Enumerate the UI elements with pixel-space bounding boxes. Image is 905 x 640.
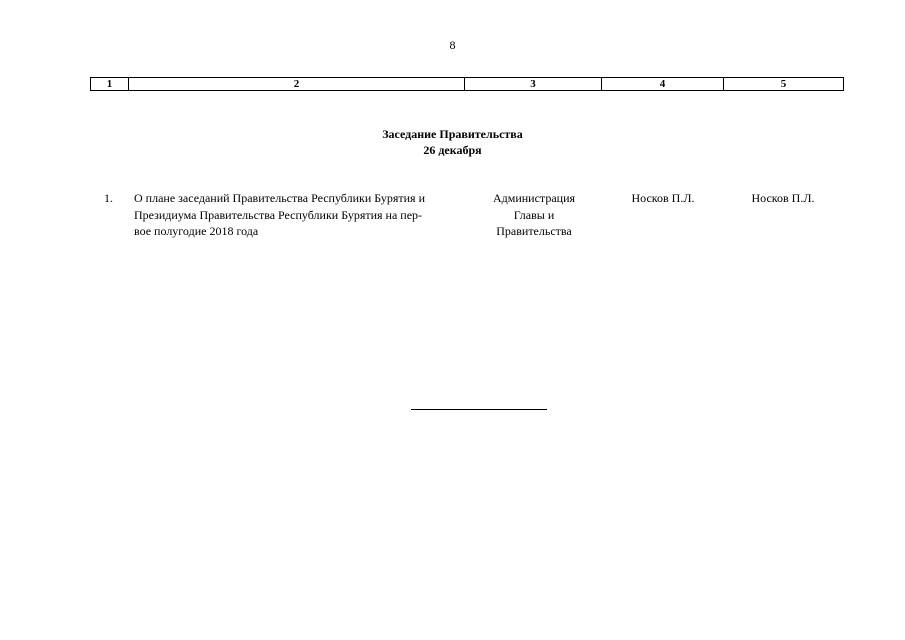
item-number: 1. xyxy=(104,191,113,205)
item-department-line: Главы и xyxy=(513,207,555,222)
item-responsible-1: Носков П.Л. xyxy=(631,191,695,205)
item-department-line: Правительства xyxy=(496,224,572,238)
item-department-line: Администрация xyxy=(492,191,576,205)
section-heading xyxy=(0,126,905,158)
item-title-line: О плане заседаний Правительства Республики Бурятия и xyxy=(134,191,425,205)
column-header-1: 1 xyxy=(91,78,129,91)
column-header-table xyxy=(90,77,844,91)
column-header-2: 2 xyxy=(129,78,465,91)
column-header-3: 3 xyxy=(465,78,602,91)
item-title xyxy=(134,190,466,240)
section-date: 26 декабря xyxy=(423,143,482,157)
item-title-line: Президиума Правительства Республики Бурятия на пер- xyxy=(134,207,423,222)
page-number: 8 xyxy=(449,38,456,52)
item-department xyxy=(468,190,600,240)
section-title: Заседание Правительства xyxy=(382,127,523,141)
column-header-5: 5 xyxy=(724,78,844,91)
end-divider-line xyxy=(411,409,547,410)
item-responsible-2: Носков П.Л. xyxy=(751,191,815,205)
column-header-row xyxy=(91,78,844,91)
column-header-4: 4 xyxy=(602,78,724,91)
item-title-line: вое полугодие 2018 года xyxy=(134,224,259,238)
